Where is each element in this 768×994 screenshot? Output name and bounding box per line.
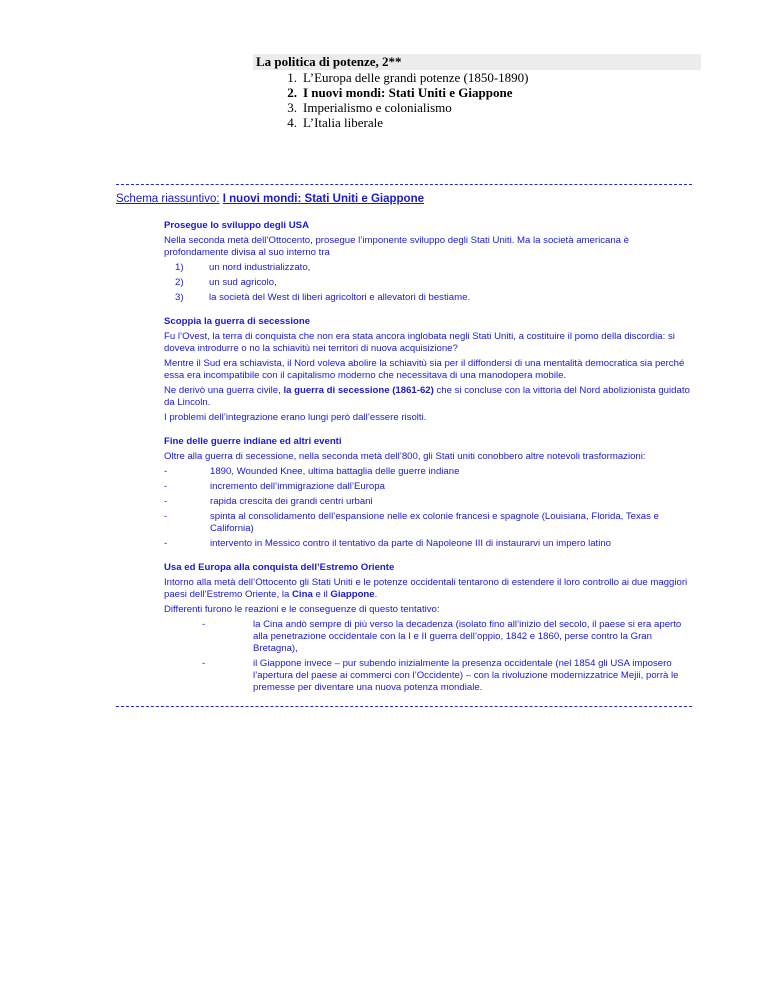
toc-text: Imperialismo e colonialismo — [303, 100, 452, 115]
list-text: un sud agricolo, — [209, 277, 277, 288]
list-dash: - — [202, 658, 206, 669]
paragraph: Nella seconda metà dell’Ottocento, prosegue l’imponente sviluppo degli Stati Uniti. Ma la società americana è profondamente divisa al suo interno tra — [164, 235, 630, 258]
list-text: incremento dell’immigrazione dall’Europa — [210, 481, 385, 492]
list-text: la società del West di liberi agricoltori e allevatori di bestiame. — [209, 292, 471, 303]
list-item — [164, 619, 694, 655]
header-title: La politica di potenze, 2** — [253, 54, 701, 70]
paragraph: Mentre il Sud era schiavista, il Nord voleva abolire la schiavitù sia per il diffondersi di una mentalità democratica sia perché essa era incompatibile con il capitalismo moderno che necessitava di una manodopera mobile. — [164, 358, 685, 381]
paragraph — [164, 385, 694, 409]
list-item — [164, 262, 694, 274]
section-title: Fine delle guerre indiane ed altri eventi — [164, 436, 342, 447]
list-item — [164, 277, 694, 289]
numbered-list — [164, 262, 694, 304]
paragraph: Fu l’Ovest, la terra di conquista che non era stata ancora inglobata negli Stati Uniti, a costituire il pomo della discordia: si doveva introdurre o no la schiavitù nei territori di nuova acquisizione? — [164, 331, 675, 354]
text-span: Intorno alla metà dell’Ottocento gli Stati Uniti e le potenze occidentali tentarono di estendere il loro controllo ai due maggiori paesi dell’Estremo Oriente, la — [164, 577, 688, 600]
list-item — [164, 292, 694, 304]
emphasis-text: Giappone — [330, 589, 375, 600]
top-divider — [116, 184, 692, 185]
section-far-east — [164, 562, 694, 694]
section-civil-war — [164, 316, 694, 424]
text-span: . — [374, 589, 378, 600]
header-box — [253, 54, 701, 130]
list-number: 2) — [175, 277, 184, 288]
bottom-divider — [116, 706, 692, 707]
toc-number: 2. — [287, 85, 297, 100]
list-item — [164, 511, 694, 535]
list-dash: - — [164, 496, 168, 507]
paragraph: I problemi dell’integrazione erano lungi però dall’essere risolti. — [164, 412, 427, 423]
paragraph: Oltre alla guerra di secessione, nella seconda metà dell’800, gli Stati uniti conobbero altre notevoli trasformazioni: — [164, 451, 646, 462]
list-item — [164, 466, 694, 478]
dash-list — [164, 466, 694, 550]
section-indian-wars — [164, 436, 694, 550]
text-span: Ne derivò una guerra civile, — [164, 385, 284, 396]
dash-list — [164, 619, 694, 694]
list-text: un nord industrializzato, — [209, 262, 311, 273]
list-text: rapida crescita dei grandi centri urbani — [210, 496, 373, 507]
toc-text: I nuovi mondi: Stati Uniti e Giappone — [303, 85, 513, 100]
section-usa-development — [164, 220, 694, 304]
list-item — [164, 481, 694, 493]
list-text: il Giappone invece – pur subendo inizialmente la presenza occidentale (nel 1854 gli USA imposero l’apertura del paese ai commerci con l’Occidente) – con la rivoluzione modernizzatrice Mejii, porrà le premesse per diventare una nuova potenza mondiale. — [253, 658, 679, 693]
list-text: 1890, Wounded Knee, ultima battaglia delle guerre indiane — [210, 466, 460, 477]
text-span: e il — [312, 589, 331, 600]
toc-item — [253, 115, 701, 130]
section-title: Scoppia la guerra di secessione — [164, 316, 311, 327]
list-item — [164, 538, 694, 550]
list-dash: - — [164, 538, 168, 549]
toc-text: L’Europa delle grandi potenze (1850-1890) — [303, 70, 529, 85]
section-title: Prosegue lo sviluppo degli USA — [164, 220, 309, 231]
toc-number: 1. — [287, 70, 297, 85]
list-dash: - — [164, 466, 168, 477]
paragraph: Differenti furono le reazioni e le conseguenze di questo tentativo: — [164, 604, 440, 615]
toc-item — [253, 70, 701, 85]
toc-number: 4. — [287, 115, 297, 130]
emphasis-text: la guerra di secessione (1861-62) — [283, 385, 434, 396]
table-of-contents — [253, 70, 701, 130]
list-text: spinta al consolidamento dell’espansione nelle ex colonie francesi e spagnole (Louisiana, Florida, Texas e California) — [210, 511, 659, 534]
list-dash: - — [202, 619, 206, 630]
list-dash: - — [164, 481, 168, 492]
summary-content — [164, 220, 694, 706]
schema-topic: I nuovi mondi: Stati Uniti e Giappone — [222, 193, 424, 205]
list-text: la Cina andò sempre di più verso la decadenza (isolato fino all’inizio del secolo, il paese si era aperto alla penetrazione occidentale con la I e II guerra dell’oppio, 1842 e 1860, perse contro la Gran Bretagna), — [253, 619, 682, 654]
schema-label: Schema riassuntivo: — [116, 193, 220, 205]
paragraph — [164, 577, 694, 601]
list-dash: - — [164, 511, 168, 522]
text-span: che si concluse con la vittoria del Nord abolizionista guidato da Lincoln. — [164, 385, 690, 408]
list-item — [164, 496, 694, 508]
emphasis-text: Cina — [291, 589, 313, 600]
toc-item — [253, 100, 701, 115]
list-number: 1) — [175, 262, 184, 273]
schema-heading — [116, 193, 424, 205]
list-item — [164, 658, 694, 694]
toc-number: 3. — [287, 100, 297, 115]
list-text: intervento in Messico contro il tentativo da parte di Napoleone III di instaurarvi un impero latino — [210, 538, 612, 549]
list-number: 3) — [175, 292, 184, 303]
toc-item-current — [253, 85, 701, 100]
section-title: Usa ed Europa alla conquista dell’Estremo Oriente — [164, 562, 395, 573]
toc-text: L’Italia liberale — [303, 115, 384, 130]
